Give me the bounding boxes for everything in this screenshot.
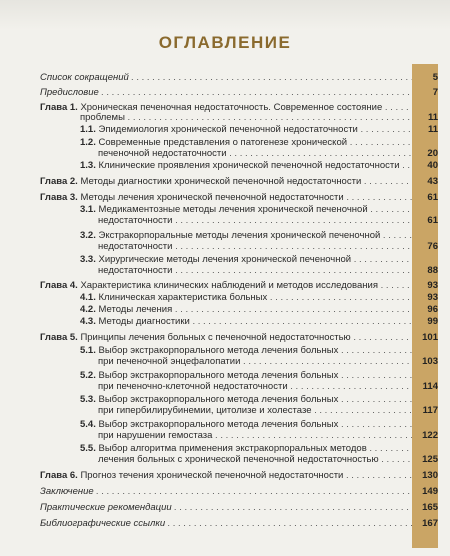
toc-entry-text-cont: при печеночной энцефалопатии . . . [40,356,412,367]
toc-entry-text-cont: лечения больных с хронической печеночной недостаточностью . . . [40,454,412,465]
section-number: 5.3. [80,394,96,405]
toc-page-number: 61 [427,192,438,203]
toc-entry-text: Прогноз течения хронической печеночной недостаточности [80,470,344,481]
toc-entry-text-cont: печеночной недостаточности . . . [40,148,412,159]
toc-page-number: 5 [432,72,438,83]
section-number: 1.3. [80,160,96,171]
toc-page-number: 101 [422,332,438,343]
toc-page-number: 122 [422,430,438,441]
toc-page-number: 165 [422,502,438,513]
toc-entry-text: Выбор экстракорпорального метода лечения больных [98,419,339,430]
toc-entry-text: Список сокращений . . . [40,72,412,83]
chapter-label: Глава 3. [40,192,78,203]
toc-entry-text: Выбор экстракорпорального метода лечения больных [98,345,339,356]
toc-entry-text-cont: при нарушении гемостаза . . . [40,430,412,441]
toc-entry-text: Выбор алгоритма применения экстракорпоральных методов [98,443,367,454]
section-number: 4.3. [80,316,96,327]
toc-entry-text: Методы диагностики [98,316,190,327]
page-title: ОГЛАВЛЕНИЕ [158,33,292,52]
toc-entry-text: Медикаментозные методы лечения хронической печеночной [98,204,368,215]
toc-page-number: 103 [422,356,438,367]
page-top-shadow [0,0,450,30]
toc-entry-text: Хирургические методы лечения хронической печеночной [98,254,352,265]
toc-entry-text-cont: при гипербилирубинемии, цитолизе и холестазе . . . [40,405,412,416]
toc-page-number: 61 [427,215,438,226]
toc-entry-text: Характеристика клинических наблюдений и методов исследования [80,280,378,291]
toc-page-number: 130 [422,470,438,481]
toc-entry-text: Методы диагностики хронической печеночной недостаточности [80,176,362,187]
chapter-label: Глава 4. [40,280,78,291]
section-number: 4.1. [80,292,96,303]
toc-page-number: 117 [422,405,438,416]
toc-page-number: 93 [427,292,438,303]
toc-entry-text-cont: проблемы . . . [40,112,412,123]
toc-entry-text: Выбор экстракорпорального метода лечения больных [98,370,339,381]
toc-entry-text: Принципы лечения больных с печеночной недостаточностью [80,332,351,343]
toc-page-number: 11 [427,112,438,123]
section-number: 4.2. [80,304,96,315]
toc-entry-text: Клинические проявления хронической печеночной недостаточности [98,160,400,171]
toc-entry-text: Экстракорпоральные методы лечения хронической печеночной [98,230,381,241]
toc-page-number: 93 [427,280,438,291]
toc-entry-text: Хроническая печеночная недостаточность. Современное состояние [80,102,383,113]
toc-page-number: 96 [427,304,438,315]
section-number: 5.5. [80,443,96,454]
section-number: 5.4. [80,419,96,430]
toc-page-number: 149 [422,486,438,497]
toc-page-number: 11 [427,124,438,135]
toc-entry-text: Клиническая характеристика больных [98,292,268,303]
chapter-label: Глава 1. [40,102,78,113]
section-number: 5.1. [80,345,96,356]
section-number: 5.2. [80,370,96,381]
section-number: 3.1. [80,204,96,215]
section-number: 3.2. [80,230,96,241]
toc-page-number: 40 [427,160,438,171]
toc-page-number: 20 [427,148,438,159]
toc-entry-text: Библиографические ссылки . . . [40,518,412,529]
toc-page-number: 114 [422,381,438,392]
toc-page-number: 43 [427,176,438,187]
toc-entry-text: Заключение . . . [40,486,412,497]
toc-entry-text-cont: недостаточности . . . [40,215,412,226]
chapter-label: Глава 5. [40,332,78,343]
toc-entry-text: Современные представления о патогенезе хронической [98,137,348,148]
toc-page-number: 76 [427,241,438,252]
toc-entry-text: Эпидемиология хронической печеночной недостаточности [98,124,358,135]
toc-entry-text-cont: недостаточности . . . [40,241,412,252]
section-number: 1.1. [80,124,96,135]
toc-page-number: 167 [422,518,438,529]
chapter-label: Глава 2. [40,176,78,187]
toc-page-number: 7 [432,87,438,98]
toc-entry-text: Практические рекомендации . . . [40,502,412,513]
section-number: 3.3. [80,254,96,265]
section-number: 1.2. [80,137,96,148]
toc-entry-text: Методы лечения [98,304,173,315]
toc-entry-text: Методы лечения хронической печеночной недостаточности [80,192,344,203]
toc-page-number: 99 [427,316,438,327]
toc-entry-text: Предисловие . . . [40,87,412,98]
toc-entry-text-cont: при печеночно-клеточной недостаточности . . . [40,381,412,392]
toc-entry-text-cont: недостаточности . . . [40,265,412,276]
toc-page-number: 88 [427,265,438,276]
chapter-label: Глава 6. [40,470,78,481]
toc-entry-text: Выбор экстракорпорального метода лечения больных [98,394,339,405]
toc-page-number: 125 [422,454,438,465]
